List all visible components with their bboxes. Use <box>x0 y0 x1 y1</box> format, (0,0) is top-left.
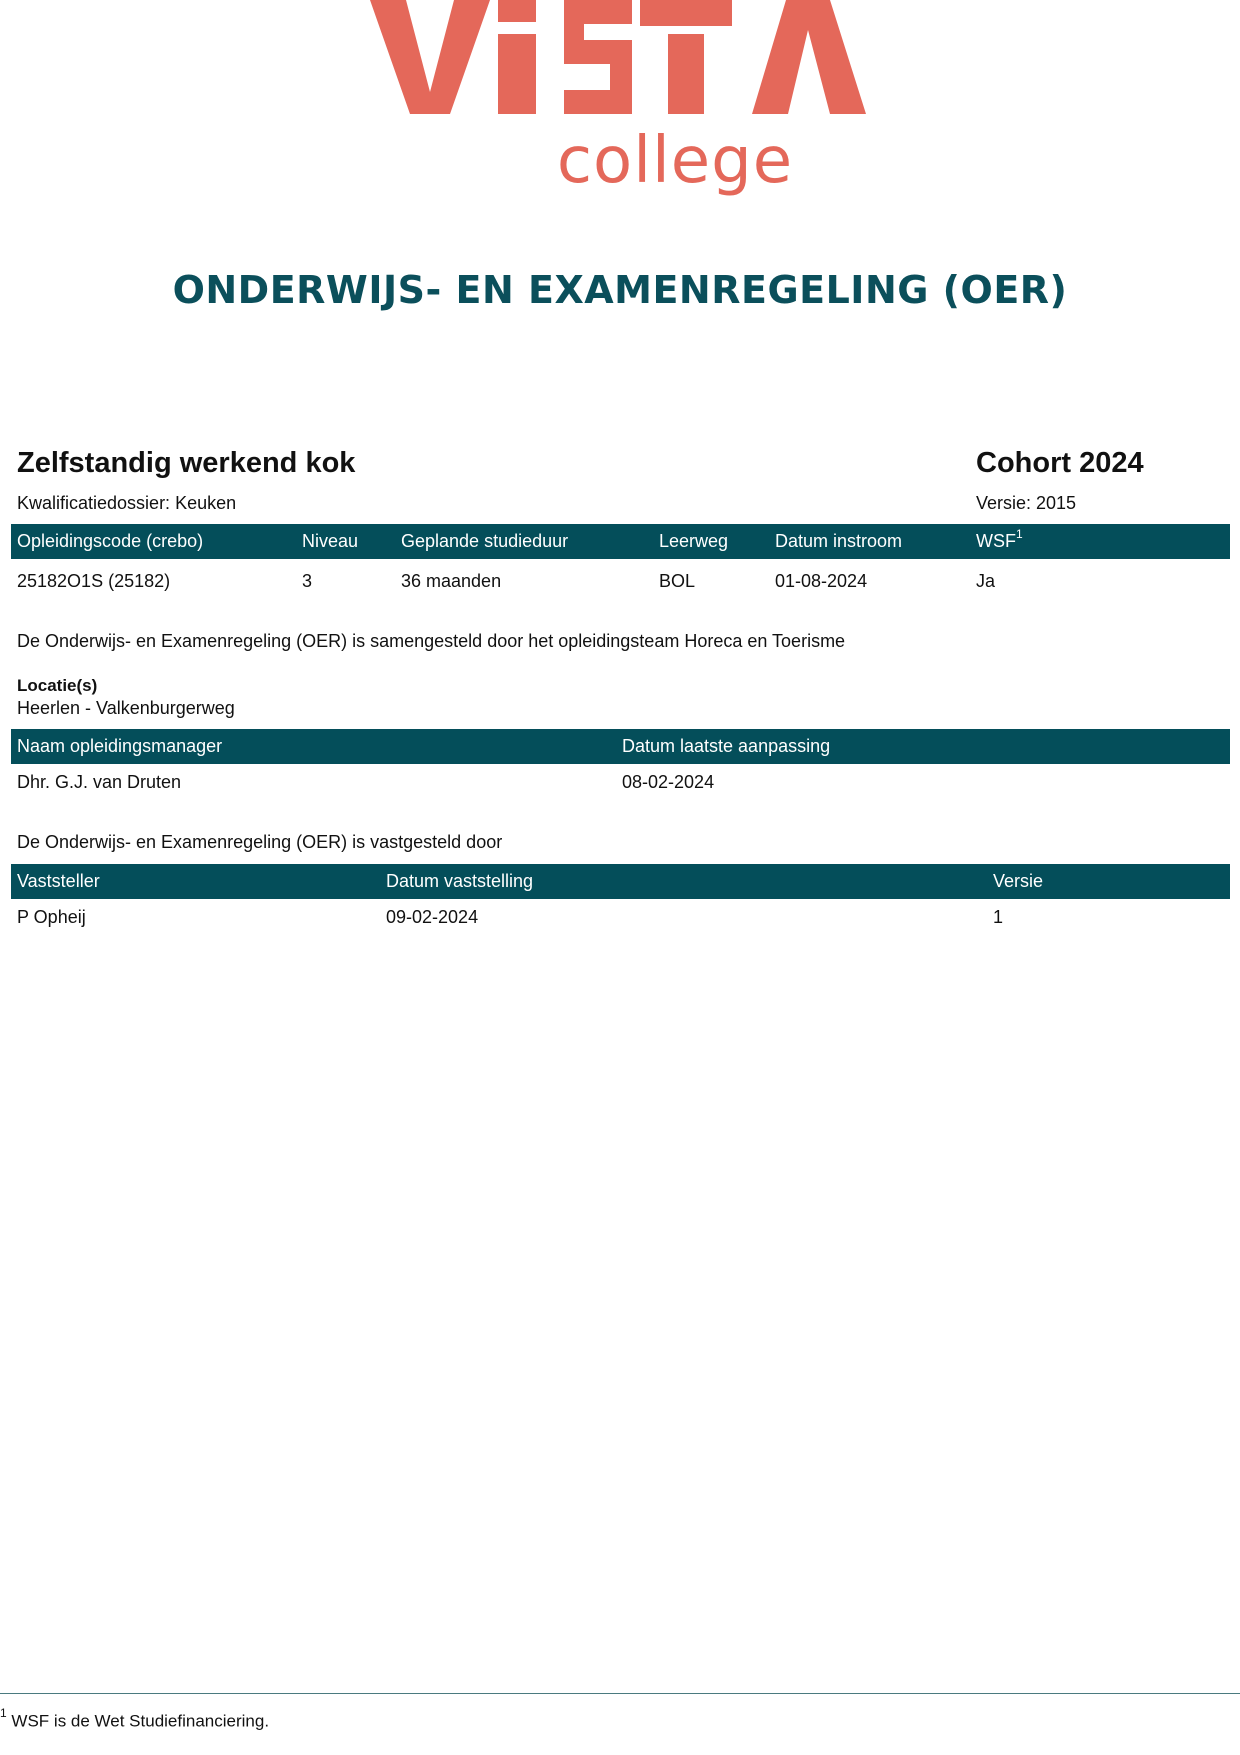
establish-table-header <box>11 864 1230 899</box>
header-crebo: Opleidingscode (crebo) <box>17 531 204 551</box>
header-versie: Versie <box>993 871 1044 891</box>
cell-niveau: 3 <box>302 571 313 591</box>
locations-value: Heerlen - Valkenburgerweg <box>17 698 235 718</box>
header-datum-instroom: Datum instroom <box>775 531 903 551</box>
cell-wsf: Ja <box>976 571 996 591</box>
footnote <box>0 1706 270 1732</box>
cell-vaststeller: P Opheij <box>17 907 86 927</box>
document-title: ONDERWIJS- EN EXAMENREGELING (OER) <box>172 268 1068 312</box>
vista-college-logo <box>370 0 870 205</box>
cell-last-modified: 08-02-2024 <box>622 772 715 792</box>
composed-by-text: De Onderwijs- en Examenregeling (OER) is samengesteld door het opleidingsteam Horeca en Toerisme <box>17 631 846 651</box>
header-vaststeller: Vaststeller <box>17 871 100 891</box>
header-datum-vaststelling: Datum vaststelling <box>386 871 534 891</box>
footnote-number: 1 <box>0 1706 7 1720</box>
program-name: Zelfstandig werkend kok <box>17 447 356 479</box>
cell-manager-name: Dhr. G.J. van Druten <box>17 772 182 792</box>
header-studieduur: Geplande studieduur <box>401 531 569 551</box>
footnote-divider <box>0 1693 1240 1694</box>
header-last-modified: Datum laatste aanpassing <box>622 736 831 756</box>
header-wsf-label: WSF <box>976 531 1016 551</box>
header-leerweg: Leerweg <box>659 531 729 551</box>
cell-leerweg: BOL <box>659 571 696 591</box>
cell-datum-vaststelling: 09-02-2024 <box>386 907 479 927</box>
footnote-marker: 1 <box>1016 527 1023 541</box>
footnote-text: WSF is de Wet Studiefinanciering. <box>11 1711 270 1731</box>
cohort-label: Cohort 2024 <box>976 447 1144 479</box>
version-label: Versie: 2015 <box>976 493 1077 513</box>
kwalificatiedossier: Kwalificatiedossier: Keuken <box>17 493 237 513</box>
header-wsf <box>976 524 1023 559</box>
locations-heading: Locatie(s) <box>17 676 98 695</box>
cell-datum-instroom: 01-08-2024 <box>775 571 868 591</box>
established-by-text: De Onderwijs- en Examenregeling (OER) is vastgesteld door <box>17 832 503 852</box>
header-niveau: Niveau <box>302 531 359 551</box>
cell-studieduur: 36 maanden <box>401 571 502 591</box>
logo-college-text: college <box>556 124 794 198</box>
program-table-header <box>11 524 1230 559</box>
cell-crebo: 25182O1S (25182) <box>17 571 171 591</box>
manager-table-header <box>11 729 1230 764</box>
header-manager-name: Naam opleidingsmanager <box>17 736 223 756</box>
cell-versie: 1 <box>993 907 1004 927</box>
